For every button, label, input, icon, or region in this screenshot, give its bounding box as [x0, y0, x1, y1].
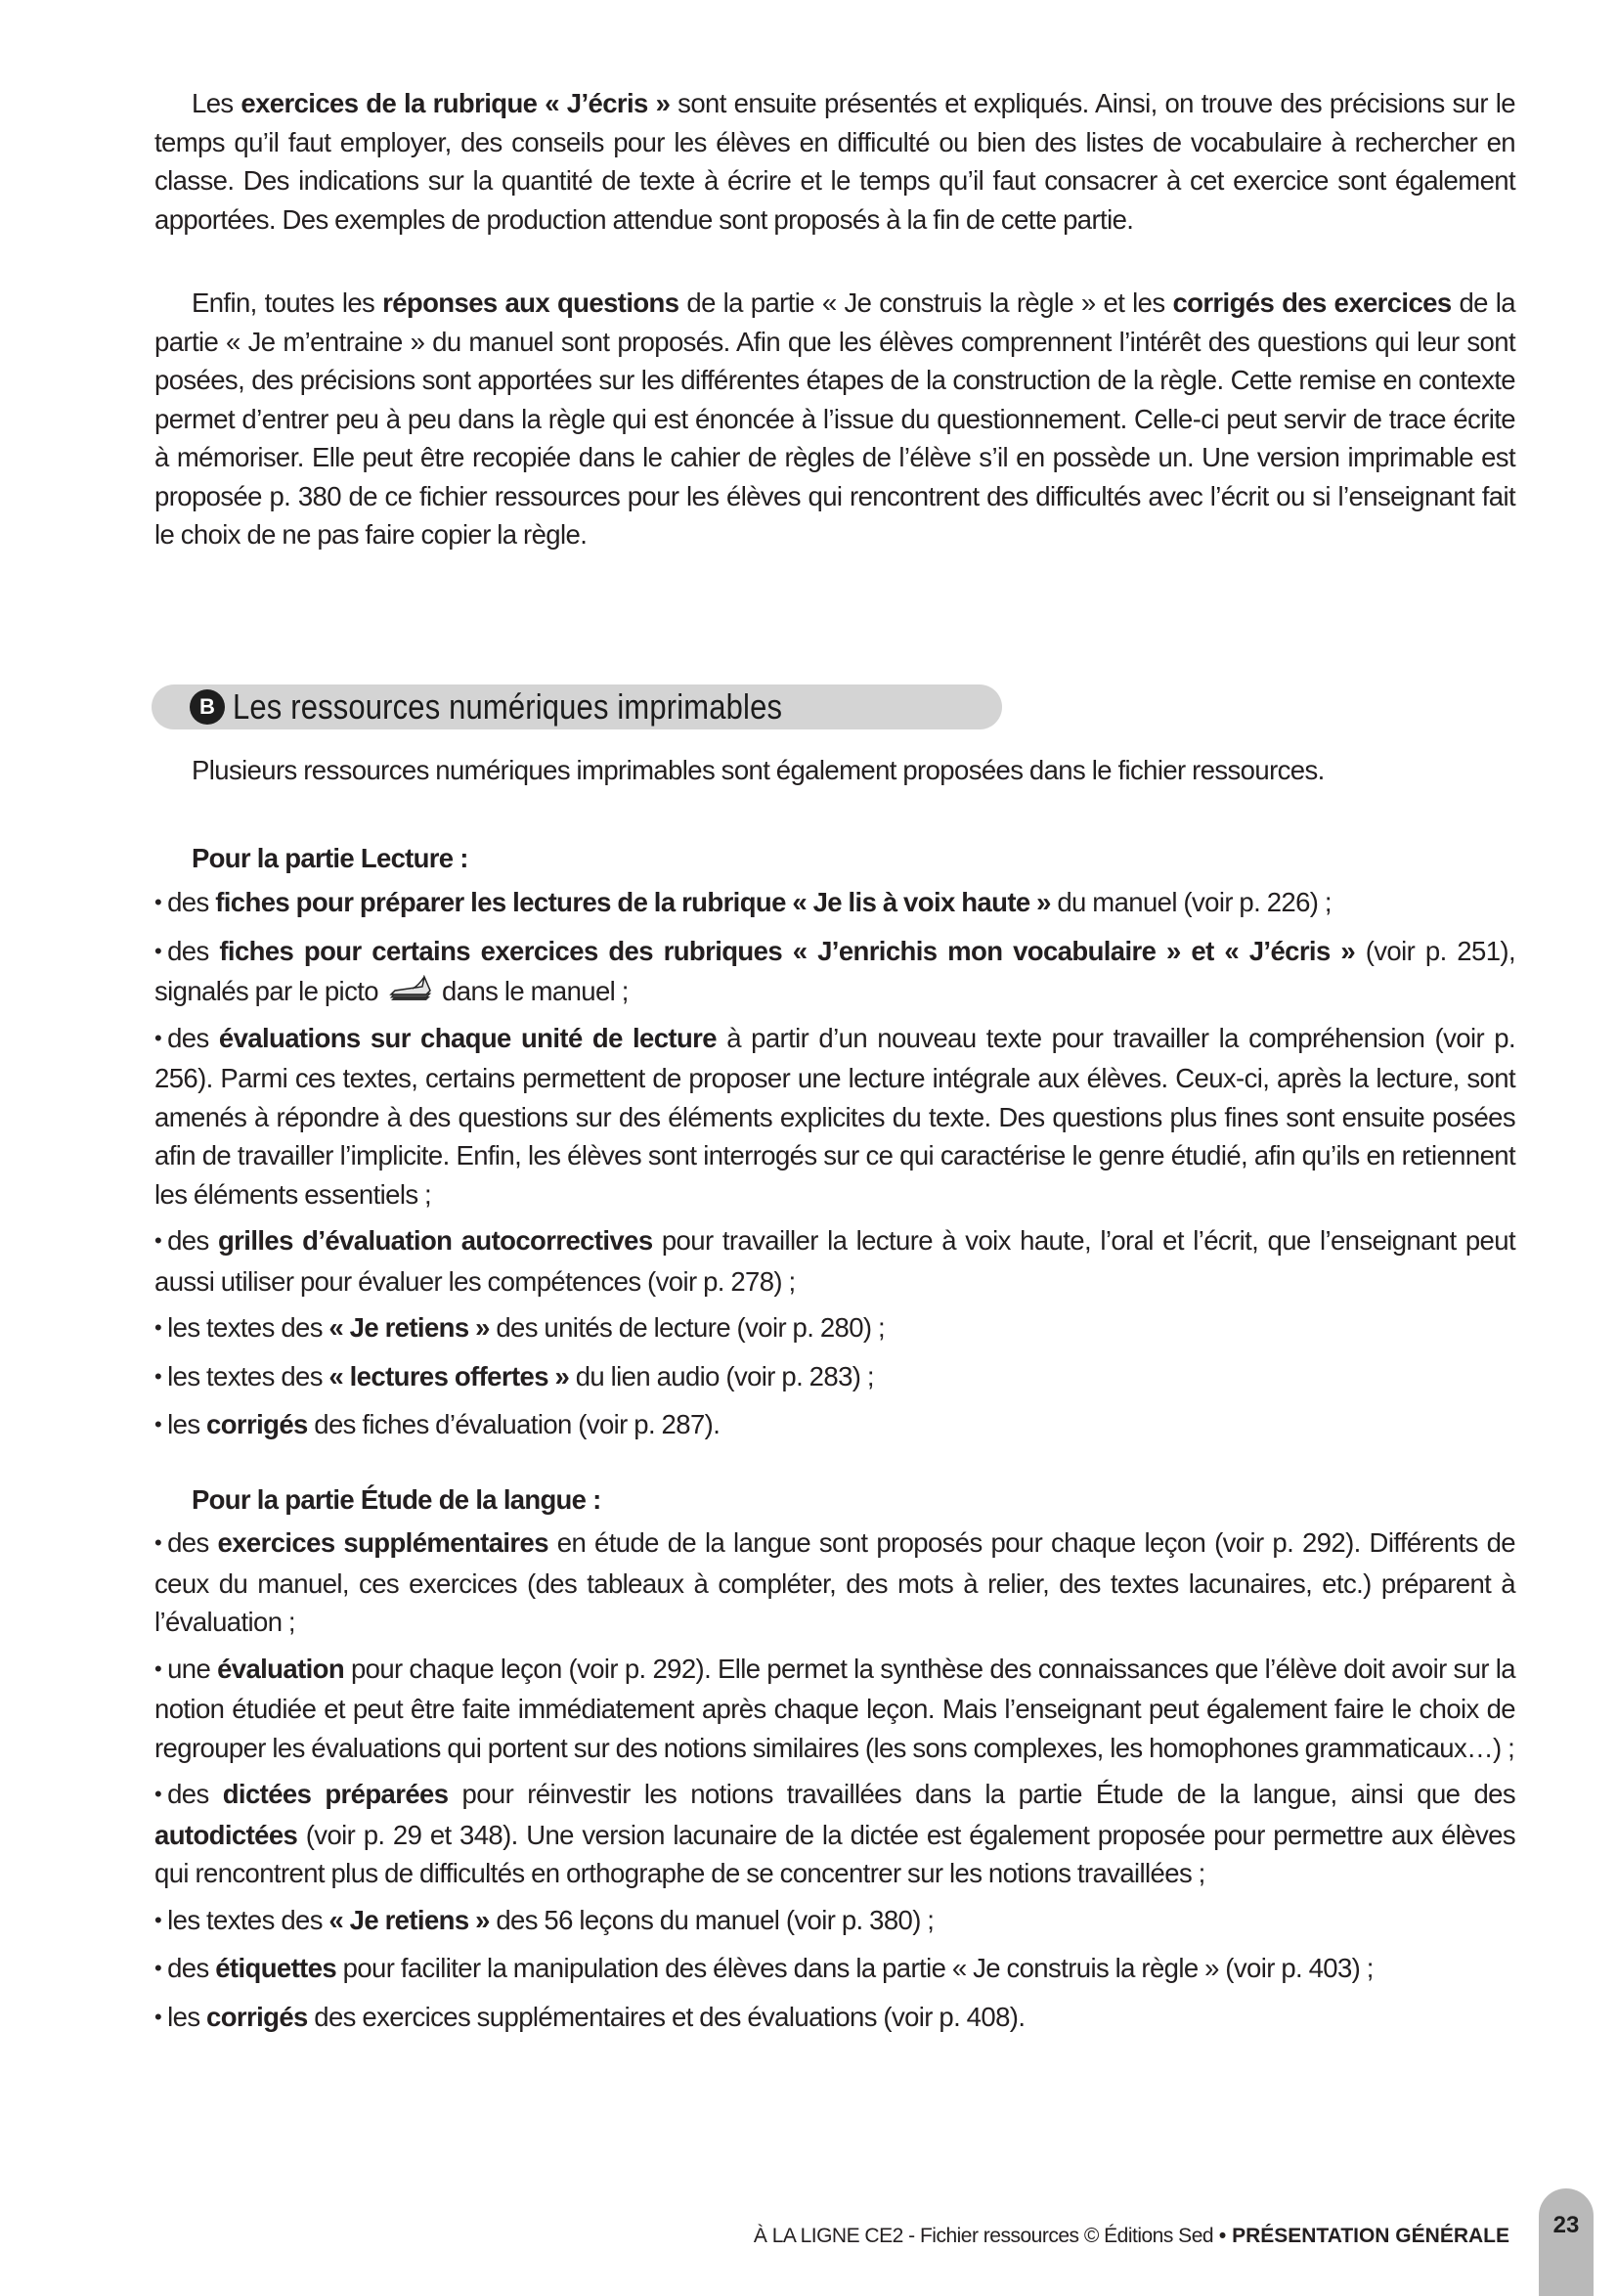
text: des	[167, 935, 220, 966]
stacked-sheets-icon	[387, 975, 434, 1006]
text: des unités de lecture (voir p. 280) ;	[489, 1312, 886, 1343]
text: des	[167, 1225, 218, 1256]
bullet-icon: •	[154, 1412, 162, 1436]
text: du lien audio (voir p. 283) ;	[569, 1360, 874, 1391]
list-item	[154, 1523, 1515, 1642]
list-item	[154, 1221, 1515, 1301]
section-header	[152, 684, 1002, 729]
emphasis: fiches pour préparer les lectures de la rubrique « Je lis à voix haute »	[215, 887, 1051, 917]
bullet-icon: •	[154, 1363, 162, 1389]
emphasis: exercices supplémentaires	[217, 1527, 548, 1558]
page-footer	[754, 2225, 1509, 2248]
emphasis: évaluation	[217, 1653, 345, 1684]
footer-publication: À LA LIGNE CE2 - Fichier ressources © Éditions Sed	[753, 2225, 1214, 2247]
paragraph-reponses	[154, 284, 1515, 554]
text: des	[167, 1022, 219, 1053]
section-intro: Plusieurs ressources numériques imprimables sont également proposées dans le fichier ressources.	[192, 755, 1325, 785]
bullet-icon: •	[154, 1956, 162, 1980]
section-title: Les ressources numériques imprimables	[233, 686, 783, 727]
text: des	[167, 1953, 216, 1983]
text: les textes des	[167, 1312, 329, 1343]
text: des	[167, 887, 216, 917]
text: (voir p. 251), signalés par le picto	[154, 935, 1515, 1006]
list-item	[154, 1949, 1515, 1990]
text: des fiches d’évaluation (voir p. 287).	[307, 1409, 721, 1439]
list-lecture	[154, 883, 1515, 1454]
text: pour faciliter la manipulation des élèves dans la partie « Je construis la règle » (voir p. 403) ;	[336, 1953, 1374, 1983]
text: pour chaque leçon (voir p. 292). Elle permet la synthèse des connaissances que l’élève doit avoir sur la notion étudiée et peut être faite immédiatement après chaque leçon. Mais l’enseignant peut également faire le choix de regrouper les évaluations qui portent sur des notions similaires (les sons complexes, les homophones grammaticaux…) ;	[154, 1653, 1516, 1763]
text: des exercices supplémentaires et des évaluations (voir p. 408).	[307, 2001, 1026, 2032]
emphasis: corrigés	[206, 1409, 308, 1439]
text: Les	[192, 88, 241, 118]
section-letter-badge: B	[190, 689, 225, 725]
emphasis: étiquettes	[215, 1953, 337, 1983]
text: (voir p. 29 et 348). Une version lacunaire de la dictée est également proposée pour permettre aux élèves qui rencontrent plus de difficultés en orthographe de se concentrer sur les notions travaillées ;	[154, 1819, 1515, 1888]
footer-separator: •	[1213, 2225, 1233, 2247]
bullet-icon: •	[154, 1656, 162, 1681]
list-item	[154, 1650, 1515, 1768]
text: les textes des	[167, 1360, 329, 1391]
text: Enfin, toutes les	[192, 287, 383, 318]
emphasis: corrigés des exercices	[1172, 287, 1452, 318]
bullet-icon: •	[154, 938, 162, 963]
list-etude-langue	[154, 1523, 1515, 2046]
list-item	[154, 1357, 1515, 1398]
bullet-icon: •	[154, 1782, 162, 1806]
text: des	[167, 1779, 223, 1809]
bullet-icon: •	[154, 1530, 162, 1555]
text: dans le manuel ;	[435, 976, 629, 1006]
text: à partir d’un nouveau texte pour travailler la compréhension (voir p. 256). Parmi ces textes, certains permettent de proposer une lecture intégrale aux élèves. Ceux-ci, après la lecture, sont amenés à répondre à des questions sur des éléments explicites du texte. Des questions plus fines sont ensuite posées afin de travailler l’implicite. Enfin, les élèves sont interrogés sur ce qui caractérise le genre étudié, afin qu’ils en retiennent les éléments essentiels ;	[154, 1022, 1515, 1210]
text: pour travailler la lecture à voix haute, l’oral et l’écrit, que l’enseignant peut aussi utiliser pour évaluer les compétences (voir p. 278) ;	[154, 1225, 1515, 1297]
emphasis: grilles d’évaluation autocorrectives	[217, 1225, 653, 1256]
text: les	[167, 1409, 207, 1439]
text: du manuel (voir p. 226) ;	[1050, 887, 1332, 917]
list-item	[154, 1998, 1515, 2039]
bullet-icon: •	[154, 1228, 162, 1253]
list-item	[154, 883, 1515, 924]
list-item	[154, 932, 1515, 1011]
emphasis: corrigés	[206, 2001, 308, 2032]
text: des	[167, 1527, 218, 1558]
emphasis: fiches pour certains exercices des rubriques « J’enrichis mon vocabulaire » et « J’écris »	[219, 935, 1356, 966]
list-item	[154, 1901, 1515, 1942]
emphasis: « Je retiens »	[328, 1312, 490, 1343]
bullet-icon: •	[154, 2004, 162, 2029]
emphasis: dictées préparées	[222, 1779, 449, 1809]
list-item	[154, 1775, 1515, 1893]
emphasis: « lectures offertes »	[328, 1360, 570, 1391]
emphasis: évaluations sur chaque unité de lecture	[218, 1022, 717, 1053]
text: des 56 leçons du manuel (voir p. 380) ;	[489, 1904, 935, 1935]
text: de la partie « Je construis la règle » et les	[678, 287, 1173, 318]
emphasis: autodictées	[154, 1819, 298, 1850]
text: de la partie « Je m’entraine » du manuel sont proposés. Afin que les élèves comprennent l’intérêt des questions qui leur sont posées, des précisions sont apportées sur les différentes étapes de la construction de la règle. Cette remise en contexte permet d’entrer peu à peu dans la règle qui est énoncée à l’issue du questionnement. Celle-ci peut servir de trace écrite à mémoriser. Elle peut être recopiée dans le cahier de règles de l’élève s’il en possède un. Une version imprimable est proposée p. 380 de ce fichier ressources pour les élèves qui rencontrent des difficultés avec l’écrit ou si l’enseignant fait le choix de ne pas faire copier la règle.	[154, 287, 1515, 550]
emphasis: exercices de la rubrique « J’écris »	[240, 88, 671, 118]
bullet-icon: •	[154, 1315, 162, 1340]
list-item	[154, 1405, 1515, 1446]
bullet-icon: •	[154, 890, 162, 914]
list-item	[154, 1308, 1515, 1349]
text: en étude de la langue sont proposés pour chaque leçon (voir p. 292). Différents de ceux du manuel, ces exercices (des tableaux à compléter, des mots à relier, des textes lacunaires, etc.) préparent à l’évaluation ;	[154, 1527, 1515, 1637]
list-item	[154, 1019, 1515, 1214]
page-number-tab	[1539, 2188, 1594, 2296]
text: sont ensuite présentés et expliqués. Ainsi, on trouve des précisions sur le temps qu’il faut employer, des conseils pour les élèves en difficulté ou bien des listes de vocabulaire à rechercher en classe. Des indications sur la quantité de texte à écrire et le temps qu’il faut consacrer à cet exercice sont également apportées. Des exemples de production attendue sont proposés à la fin de cette partie.	[154, 88, 1515, 235]
emphasis: réponses aux questions	[382, 287, 679, 318]
footer-section-label: PRÉSENTATION GÉNÉRALE	[1232, 2225, 1509, 2247]
bullet-icon: •	[154, 1907, 162, 1932]
page-number: 23	[1552, 2212, 1580, 2238]
text: les	[167, 2001, 207, 2032]
emphasis: « Je retiens »	[328, 1904, 490, 1935]
text: une	[167, 1653, 218, 1684]
subheading-etude-langue: Pour la partie Étude de la langue :	[192, 1484, 601, 1515]
bullet-icon: •	[154, 1025, 162, 1050]
paragraph-jecris	[154, 84, 1515, 239]
text: pour réinvestir les notions travaillées dans la partie Étude de la langue, ainsi que des	[448, 1779, 1515, 1809]
subheading-lecture: Pour la partie Lecture :	[192, 843, 468, 873]
text: les textes des	[167, 1904, 329, 1935]
